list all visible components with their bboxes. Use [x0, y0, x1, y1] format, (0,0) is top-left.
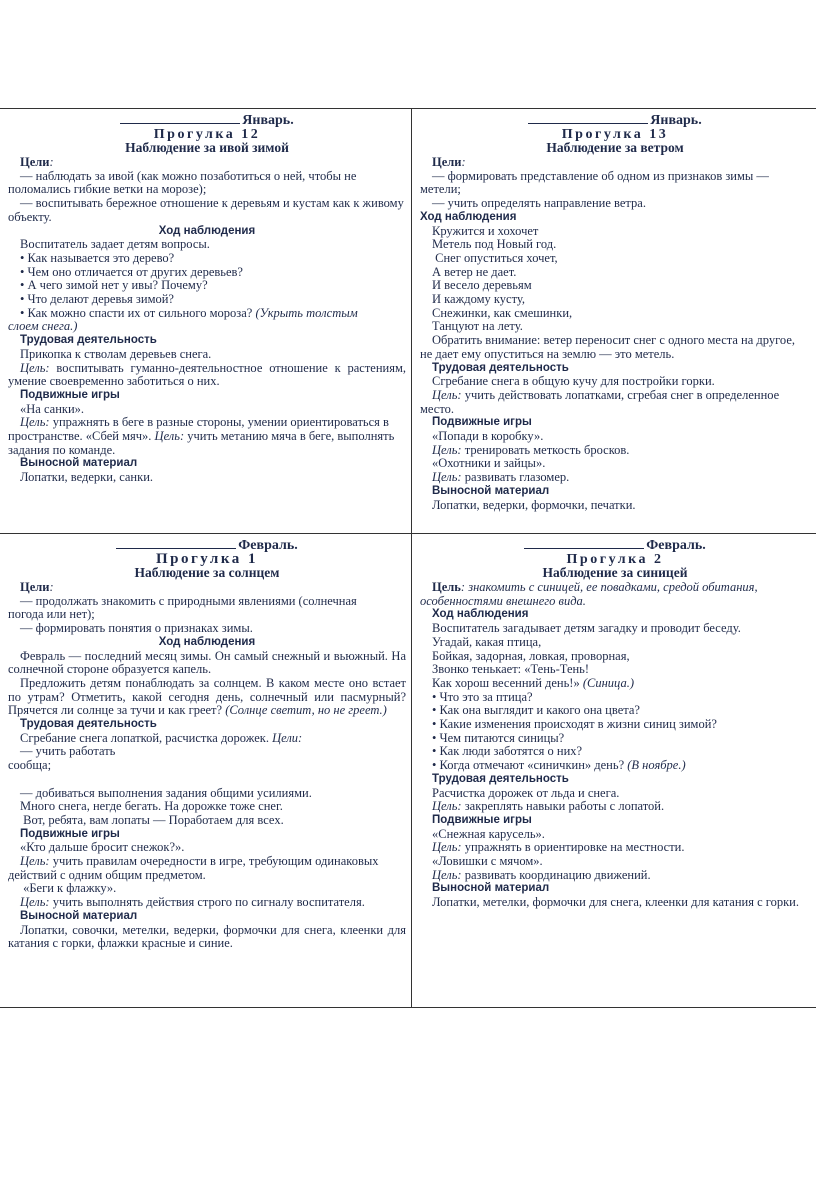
material-list: Лопатки, ведерки, санки.: [20, 470, 154, 485]
goal-label: Цель:: [20, 854, 50, 869]
question-item: • Как можно спасти их от сильного мороза?: [20, 305, 253, 320]
game-name: «Кто дальше бросит снежок?».: [20, 840, 185, 855]
question-item: • Как называется это дерево?: [20, 250, 175, 265]
observation-title: Наблюдение за солнцем: [134, 565, 280, 580]
goals-heading: Цели: [20, 580, 50, 594]
labor-text: Сгребание снега в общую кучу для постройки горки.: [432, 374, 715, 389]
question-item: • Какие изменения происходят в жизни синиц зимой?: [432, 717, 717, 732]
labor-goal-item: — учить работать: [20, 744, 116, 759]
poem-line: Снег опуститься хочет,: [432, 250, 558, 265]
riddle-line: Звонко тенькает: «Тень-Тень!: [432, 662, 590, 677]
question-answer: (В ноябре.): [627, 758, 686, 773]
goal-label: Цель:: [432, 470, 462, 485]
goal-label: Цель:: [432, 387, 462, 402]
riddle-answer: (Синица.): [582, 675, 635, 690]
game-goal: упражнять в ориентировке на местности.: [464, 840, 685, 855]
question-item: • А чего зимой нет у ивы? Почему?: [20, 278, 208, 293]
labor-text: Расчистка дорожек от льда и снега.: [432, 785, 620, 800]
goal-item: — наблюдать за ивой (как можно позаботиться о ней, чтобы не поломались гибкие ветки на морозе);: [8, 168, 357, 197]
walk-card-february-2: Февраль. Прогулка 2 Наблюдение за синицей Цель: знакомить с синицей, ее повадками, средой обитания, особенностями внешнего вида. Ход наблюдения Воспитатель загадывает детям загадку и проводит беседу. Угадай, какая птица, Бойкая, задорная, ловкая, проворная, Звонко тенькает: «Тень-Тень! Как хорош весенний день!» (Синица.) • Что это за птица? • Как она выглядит и какого она цвета? • Какие изменения происходят в жизни синиц зимой? • Чем питаются синицы? • Как люди заботятся о них? • Когда отмечают «синичкин» день? (В ноябре.) Трудовая деятельность Расчистка дорожек от льда и снега. Цель: закреплять навыки работы с лопатой. Подвижные игры «Снежная карусель». Цель: упражнять в ориентировке на местности. «Ловишки с мячом». Цель: развивать координацию движений. Выносной материал Лопатки, метелки, формочки для снега, клеенки для катания с горки.: [420, 538, 810, 1003]
poem-line: Танцуют на лету.: [432, 319, 523, 334]
course-heading: Ход наблюдения: [158, 224, 256, 237]
material-heading: Выносной материал: [432, 484, 550, 497]
labor-text: Сгребание снега лопаткой, расчистка дорожек.: [20, 730, 269, 745]
game-goal: учить правилам очередности в игре, требующим одинаковых действий с одним общим предметом.: [8, 854, 379, 882]
goal-item: — формировать представление об одном из признаков зимы — метели;: [420, 168, 769, 197]
month-label: Январь.: [242, 113, 294, 128]
goal-item: — формировать понятия о признаках зимы.: [20, 621, 253, 636]
material-heading: Выносной материал: [432, 882, 550, 895]
labor-heading: Трудовая деятельность: [432, 361, 569, 374]
goals-heading: Цели: [20, 155, 50, 169]
riddle-line: Бойкая, задорная, ловкая, проворная,: [432, 648, 630, 663]
labor-goal-item: — добиваться выполнения задания общими усилиями.: [20, 785, 312, 800]
table-divider-vertical: [411, 109, 412, 1007]
goal-label: Цель:: [20, 415, 50, 430]
poem-line: Метель под Новый год.: [432, 237, 557, 252]
material-heading: Выносной материал: [20, 457, 138, 470]
game-goal: учить метанию мяча в беге, выполнять задания по команде.: [8, 429, 395, 457]
walk-card-february-1: Февраль. Прогулка 1 Наблюдение за солнцем Цели: — продолжать знакомить с природными явлениями (солнечная погода или нет); — формировать понятия о признаках зимы. Ход наблюдения Февраль — последний месяц зимы. Он самый снежный и вьюжный. На солнечной стороне образуется капель. Предложить детям понаблюдать за солнцем. В каком месте оно встает по утрам? Отметить, какой сегодня день, солнечный или пасмурный? Прячется ли солнце за тучи и как греет? (Солнце светит, но не греет.) Трудовая деятельность Сгребание снега лопаткой, расчистка дорожек. Цели: — учить работать сообща; — добиваться выполнения задания общими усилиями. Много снега, негде бегать. На дорожке тоже снег. Вот, ребята, вам лопаты — Поработаем для всех. Подвижные игры «Кто дальше бросит снежок?». Цель: учить правилам очередности в игре, требующим одинаковых действий с одним общим предметом. «Беги к флажку». Цель: учить выполнять действия строго по сигналу воспитателя. Выносной материал Лопатки, совочки, метелки, ведерки, формочки для снега, клеенки для катания с горки, флажки красные и синие.: [8, 538, 406, 951]
question-answer-cont: слоем снега.): [8, 319, 78, 334]
goal-label: Цель: [432, 580, 461, 594]
goal-text: знакомить с синицей, ее повадками, средой обитания, особенностями внешнего вида.: [420, 580, 758, 608]
material-heading: Выносной материал: [20, 909, 138, 922]
goal-label: Цель:: [154, 429, 185, 444]
goal-label: Цель:: [432, 867, 462, 882]
material-list: Лопатки, совочки, метелки, ведерки, формочки для снега, клеенки для катания с горки, флажки красные и синие.: [8, 922, 406, 951]
attention-note: Обратить внимание: ветер переносит снег с одного места на другое, не дает ему опуститься на землю — это метель.: [420, 333, 796, 361]
month-label: Февраль.: [646, 538, 706, 553]
goal-label: Цель:: [432, 840, 462, 855]
month-label: Февраль.: [238, 538, 298, 553]
walk-number: Прогулка 1: [155, 551, 259, 567]
poem-line: Кружится и хохочет: [432, 223, 539, 238]
course-answer: (Солнце светит, но не греет.): [225, 703, 387, 718]
observation-title: Наблюдение за ветром: [546, 140, 684, 155]
poem-line: И каждому кусту,: [432, 292, 525, 307]
course-intro: Воспитатель загадывает детям загадку и проводит беседу.: [432, 621, 741, 636]
course-text: Февраль — последний месяц зимы. Он самый снежный и вьюжный. На солнечной стороне образуется капель.: [8, 648, 406, 677]
goal-label: Цель:: [20, 895, 50, 910]
question-item: • Как люди заботятся о них?: [432, 744, 583, 759]
games-heading: Подвижные игры: [20, 388, 120, 401]
walk-card-january-13: Январь. Прогулка 13 Наблюдение за ветром Цели: — формировать представление об одном из признаков зимы — метели; — учить определять направление ветра. Ход наблюдения Кружится и хохочет Метель под Новый год. Снег опуститься хочет, А ветер не дает. И весело деревьям И каждому кусту, Снежинки, как смешинки, Танцуют на лету. Обратить внимание: ветер переносит снег с одного места на другое, не дает ему опуститься на землю — это метель. Трудовая деятельность Сгребание снега в общую кучу для постройки горки. Цель: учить действовать лопатками, сгребая снег в определенное место. Подвижные игры «Попади в коробку». Цель: тренировать меткость бросков. «Охотники и зайцы». Цель: развивать глазомер. Выносной материал Лопатки, ведерки, формочки, печатки.: [420, 113, 810, 531]
goal-item: — воспитывать бережное отношение к деревьям и кустам как к живому объекту.: [8, 196, 404, 224]
question-item: • Как она выглядит и какого она цвета?: [432, 703, 640, 718]
game-name: «Снежная карусель».: [432, 826, 545, 841]
labor-goal: воспитывать гуманно-деятельностное отношение к растениям, умение своевременно заботиться о них.: [8, 360, 406, 389]
course-heading: Ход наблюдения: [158, 635, 256, 648]
course-intro: Воспитатель задает детям вопросы.: [20, 237, 210, 252]
material-list: Лопатки, метелки, формочки для снега, клеенки для катания с горки.: [432, 895, 799, 910]
game-name: «Охотники и зайцы».: [432, 456, 546, 471]
rhyme-line: Много снега, негде бегать. На дорожке тоже снег.: [20, 799, 283, 814]
question-item: • Чем питаются синицы?: [432, 730, 565, 745]
poem-line: Снежинки, как смешинки,: [432, 305, 573, 320]
observation-title: Наблюдение за ивой зимой: [125, 140, 289, 155]
goal-label: Цель:: [432, 442, 462, 457]
labor-goal: учить действовать лопатками, сгребая снег в определенное место.: [420, 387, 780, 416]
riddle-line: Угадай, какая птица,: [432, 634, 542, 649]
walk-number: Прогулка 2: [566, 552, 664, 567]
labor-heading: Трудовая деятельность: [20, 334, 157, 347]
game-goal: упражнять в беге в разные стороны, умении ориентироваться в пространстве. «Сбей мяч».: [8, 415, 389, 444]
labor-goal-item: сообща;: [8, 758, 52, 773]
table-divider-horizontal: [0, 533, 816, 534]
game-goal: развивать координацию движений.: [464, 867, 651, 882]
material-list: Лопатки, ведерки, формочки, печатки.: [432, 497, 636, 512]
goal-item: — продолжать знакомить с природными явлениями (солнечная: [20, 593, 357, 608]
walk-number: Прогулка 12: [153, 127, 261, 142]
goal-label: Цель:: [432, 799, 462, 814]
goal-item: — учить определять направление ветра.: [432, 196, 646, 211]
goal-label: Цели:: [272, 730, 303, 745]
question-item: • Что это за птица?: [432, 689, 533, 704]
games-heading: Подвижные игры: [20, 827, 120, 840]
labor-text: Прикопка к стволам деревьев снега.: [20, 346, 212, 361]
plan-table: [0, 108, 816, 1008]
observation-title: Наблюдение за синицей: [542, 565, 688, 580]
goals-heading: Цели: [432, 155, 462, 169]
game-name: «Попади в коробку».: [432, 429, 544, 444]
game-goal: учить выполнять действия строго по сигналу воспитателя.: [52, 895, 365, 910]
labor-heading: Трудовая деятельность: [20, 718, 157, 731]
course-text: Предложить детям понаблюдать за солнцем. В каком месте оно встает по утрам? Отметить, какой сегодня день, солнечный или пасмурный? Прячется ли солнце за тучи и как греет?: [8, 675, 406, 718]
games-heading: Подвижные игры: [432, 813, 532, 826]
course-heading: Ход наблюдения: [420, 210, 517, 223]
walk-number: Прогулка 13: [561, 127, 669, 142]
rhyme-line: Вот, ребята, вам лопаты — Поработаем для всех.: [20, 812, 284, 827]
labor-heading: Трудовая деятельность: [432, 772, 569, 785]
course-heading: Ход наблюдения: [432, 608, 529, 621]
question-answer: (Укрыть толстым: [255, 305, 358, 320]
game-name: «Беги к флажку».: [20, 881, 117, 896]
game-name: «Ловишки с мячом».: [432, 854, 543, 869]
games-heading: Подвижные игры: [432, 416, 532, 429]
question-item: • Что делают деревья зимой?: [20, 292, 174, 307]
poem-line: А ветер не дает.: [432, 264, 517, 279]
goal-item: погода или нет);: [8, 607, 95, 622]
walk-card-january-12: Январь. Прогулка 12 Наблюдение за ивой зимой Цели: — наблюдать за ивой (как можно позаботиться о ней, чтобы не поломались гибкие ветки на морозе); — воспитывать бережное отношение к деревьям и кустам как к живому объекту. Ход наблюдения Воспитатель задает детям вопросы. • Как называется это дерево? • Чем оно отличается от других деревьев? • А чего зимой нет у ивы? Почему? • Что делают деревья зимой? • Как можно спасти их от сильного мороза? (Укрыть толстым слоем снега.) Трудовая деятельность Прикопка к стволам деревьев снега. Цель: воспитывать гуманно-деятельностное отношение к растениям, умение своевременно заботиться о них. Подвижные игры «На санки». Цель: упражнять в беге в разные стороны, умении ориентироваться в пространстве. «Сбей мяч». Цель: учить метанию мяча в беге, выполнять задания по команде. Выносной материал Лопатки, ведерки, санки.: [8, 113, 406, 485]
goal-label: Цель:: [20, 360, 50, 375]
game-name: «На санки».: [20, 401, 85, 416]
question-item: • Чем оно отличается от других деревьев?: [20, 264, 243, 279]
game-goal: развивать глазомер.: [464, 470, 570, 485]
labor-goal-spacer: [8, 773, 406, 787]
poem-line: И весело деревьям: [432, 278, 532, 293]
riddle-line: Как хорош весенний день!»: [432, 675, 580, 690]
question-item: • Когда отмечают «синичкин» день?: [432, 758, 625, 773]
labor-goal: закреплять навыки работы с лопатой.: [464, 799, 665, 814]
month-label: Январь.: [650, 113, 702, 128]
game-goal: тренировать меткость бросков.: [464, 442, 630, 457]
